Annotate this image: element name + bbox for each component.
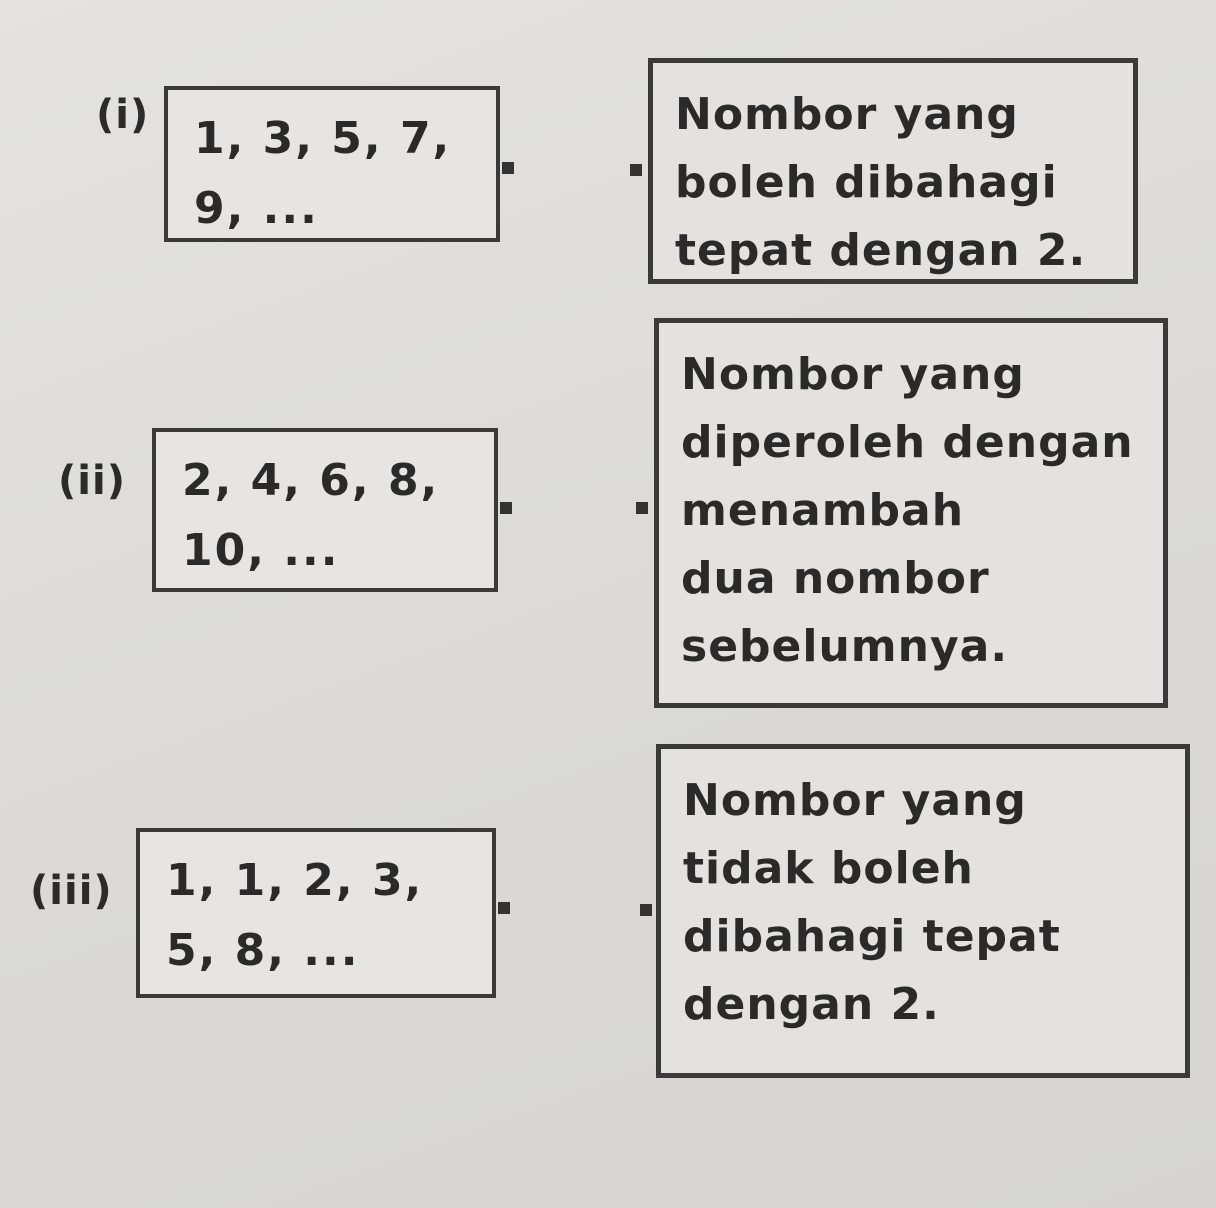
description-text: tepat dengan 2. (675, 225, 1087, 276)
description-text: dengan 2. (683, 979, 940, 1030)
sequence-text: 1, 1, 2, 3, (166, 855, 424, 906)
connector-dot-right-i[interactable] (630, 164, 642, 176)
description-box-b[interactable] (654, 318, 1168, 708)
sequence-text: 9, ... (194, 183, 319, 234)
description-text: Nombor yang (681, 349, 1025, 400)
item-label-iii: (iii) (30, 868, 113, 914)
connector-dot-left-ii[interactable] (500, 502, 512, 514)
sequence-text: 1, 3, 5, 7, (194, 113, 452, 164)
description-text: boleh dibahagi (675, 157, 1058, 208)
description-text: dua nombor (681, 553, 990, 604)
connector-dot-right-ii[interactable] (636, 502, 648, 514)
connector-dot-left-i[interactable] (502, 162, 514, 174)
sequence-text: 10, ... (182, 525, 340, 576)
description-text: tidak boleh (683, 843, 974, 894)
connector-dot-right-iii[interactable] (640, 904, 652, 916)
sequence-text: 2, 4, 6, 8, (182, 455, 440, 506)
description-text: diperoleh dengan (681, 417, 1134, 468)
item-label-i: (i) (96, 92, 150, 138)
description-box-c[interactable] (656, 744, 1190, 1078)
connector-dot-left-iii[interactable] (498, 902, 510, 914)
sequence-box-i[interactable] (164, 86, 500, 242)
item-label-ii: (ii) (58, 458, 126, 504)
description-text: Nombor yang (675, 89, 1019, 140)
sequence-box-iii[interactable] (136, 828, 496, 998)
description-box-a[interactable] (648, 58, 1138, 284)
description-text: sebelumnya. (681, 621, 1009, 672)
description-text: menambah (681, 485, 965, 536)
sequence-box-ii[interactable] (152, 428, 498, 592)
description-text: Nombor yang (683, 775, 1027, 826)
sequence-text: 5, 8, ... (166, 925, 360, 976)
description-text: dibahagi tepat (683, 911, 1061, 962)
